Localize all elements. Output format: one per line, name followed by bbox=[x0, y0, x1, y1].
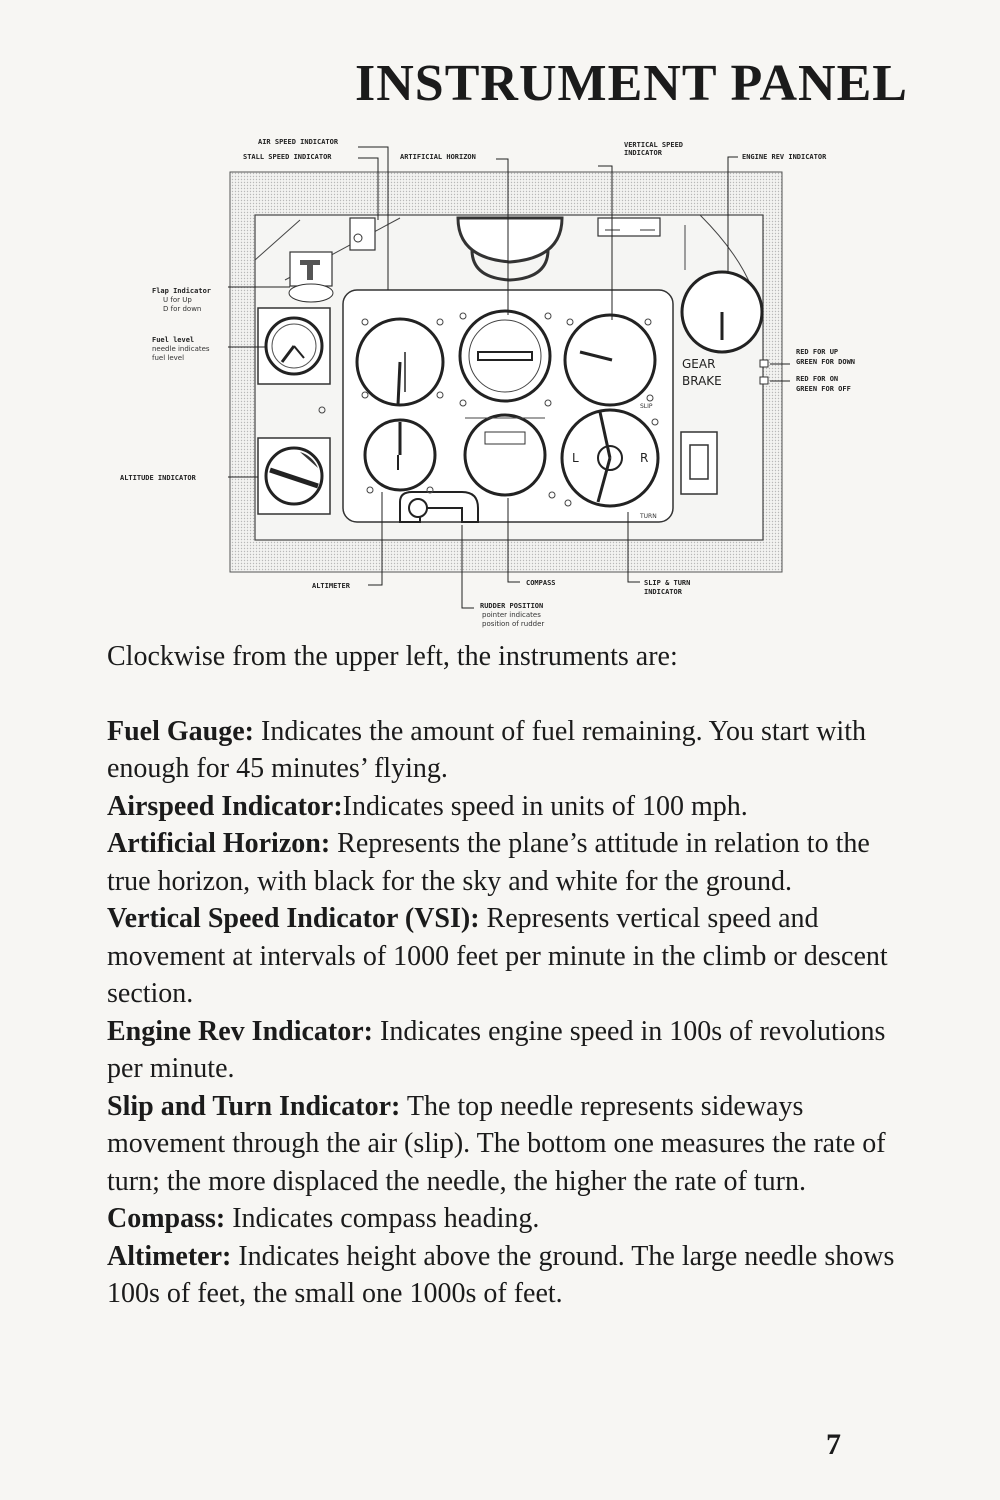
page-number: 7 bbox=[826, 1428, 841, 1461]
flap-down-note: D for down bbox=[163, 305, 202, 313]
entry-text: Indicates compass heading. bbox=[225, 1203, 540, 1234]
artificial-horizon-label: ARTIFICIAL HORIZON bbox=[400, 153, 476, 161]
entry-term: Compass: bbox=[107, 1203, 226, 1234]
flap-indicator-icon bbox=[289, 252, 333, 302]
instrument-descriptions bbox=[107, 638, 907, 1313]
entry-text: Indicates height above the ground. The large needle shows 100s of feet, the small one 1000s of feet. bbox=[107, 1240, 895, 1309]
artificial-horizon-icon bbox=[460, 311, 550, 401]
entry-text: Represents vertical speed and movement at intervals of 1000 feet per minute in the climb or descent section. bbox=[107, 903, 888, 1009]
slip-label: SLIP bbox=[640, 403, 653, 410]
compass-label: COMPASS bbox=[526, 579, 556, 587]
rudder-position-note-2: position of rudder bbox=[482, 620, 545, 628]
vertical-speed-label-line1: VERTICAL SPEED bbox=[624, 141, 684, 149]
engine-rev-indicator-icon bbox=[682, 272, 762, 352]
fuel-gauge-icon bbox=[258, 308, 330, 384]
gear-red-note: RED FOR UP bbox=[796, 348, 839, 356]
gear-green-note: GREEN FOR DOWN bbox=[796, 358, 856, 366]
entry-fuel-gauge bbox=[107, 713, 907, 788]
entry-engine-rev-indicator bbox=[107, 1013, 907, 1088]
gear-light-icon bbox=[760, 360, 768, 367]
fuel-level-label: Fuel level bbox=[152, 336, 195, 344]
entry-term: Airspeed Indicator: bbox=[107, 790, 343, 822]
entry-text: Indicates engine speed in 100s of revolutions per minute. bbox=[107, 1015, 886, 1084]
slip-turn-label-line2: INDICATOR bbox=[644, 588, 682, 596]
entry-term: Slip and Turn Indicator: bbox=[107, 1090, 401, 1122]
altimeter-icon bbox=[365, 420, 435, 490]
entry-term: Vertical Speed Indicator (VSI): bbox=[107, 903, 480, 934]
brake-panel-label: BRAKE bbox=[682, 374, 722, 388]
entry-term: Artificial Horizon: bbox=[107, 828, 331, 859]
slip-turn-indicator-icon bbox=[562, 410, 658, 506]
rudder-position-note-1: pointer indicates bbox=[482, 611, 541, 619]
vertical-speed-label-line2: INDICATOR bbox=[624, 149, 662, 157]
air-speed-indicator-label: AIR SPEED INDICATOR bbox=[258, 138, 339, 146]
rudder-position-label: RUDDER POSITION bbox=[480, 602, 544, 610]
entry-text: Indicates the amount of fuel remaining. You start with enough for 45 minutes’ flying. bbox=[107, 715, 866, 784]
intro-text: Clockwise from the upper left, the instruments are: bbox=[107, 641, 678, 672]
page-title: INSTRUMENT PANEL bbox=[355, 55, 908, 112]
entry-term: Engine Rev Indicator: bbox=[107, 1015, 373, 1047]
altitude-indicator-label: ALTITUDE INDICATOR bbox=[120, 474, 196, 482]
entry-term: Fuel Gauge: bbox=[107, 715, 254, 747]
fuel-level-note-2: fuel level bbox=[152, 354, 185, 362]
stall-speed-indicator-label: STALL SPEED INDICATOR bbox=[243, 153, 332, 161]
engine-rev-indicator-label: ENGINE REV INDICATOR bbox=[742, 153, 827, 161]
entry-term: Altimeter: bbox=[107, 1240, 232, 1272]
turn-label: TURN bbox=[640, 513, 657, 520]
altimeter-label: ALTIMETER bbox=[312, 582, 350, 590]
entry-text: Indicates speed in units of 100 mph. bbox=[342, 790, 748, 822]
airspeed-indicator-icon bbox=[357, 319, 443, 405]
altitude-indicator-icon bbox=[258, 438, 330, 514]
compass-icon bbox=[465, 415, 545, 495]
entry-vertical-speed-indicator bbox=[107, 900, 907, 1013]
entry-text: Represents the plane’s attitude in relation to the true horizon, with black for the sky and white for the ground. bbox=[107, 828, 870, 897]
flap-up-note: U for Up bbox=[163, 296, 192, 304]
fuel-level-note-1: needle indicates bbox=[152, 345, 210, 353]
entry-airspeed-indicator bbox=[107, 788, 907, 826]
turn-right-label: R bbox=[640, 451, 649, 465]
slip-turn-label-line1: SLIP & TURN bbox=[644, 579, 691, 587]
instrument-panel-diagram bbox=[0, 130, 1000, 630]
flap-indicator-label: Flap Indicator bbox=[152, 287, 212, 295]
vertical-speed-indicator-icon bbox=[565, 315, 655, 405]
entry-text: The top needle represents sideways movement through the air (slip). The bottom one measures the rate of turn; the more displaced the needle, the higher the rate of turn. bbox=[107, 1090, 886, 1197]
gear-panel-label: GEAR bbox=[682, 357, 716, 371]
entry-slip-turn-indicator bbox=[107, 1088, 907, 1201]
brake-red-note: RED FOR ON bbox=[796, 375, 839, 383]
brake-green-note: GREEN FOR OFF bbox=[796, 385, 851, 393]
brake-light-icon bbox=[760, 377, 768, 384]
entry-artificial-horizon bbox=[107, 825, 907, 900]
entry-compass bbox=[107, 1200, 907, 1238]
entry-altimeter bbox=[107, 1238, 907, 1313]
turn-left-label: L bbox=[572, 451, 579, 465]
